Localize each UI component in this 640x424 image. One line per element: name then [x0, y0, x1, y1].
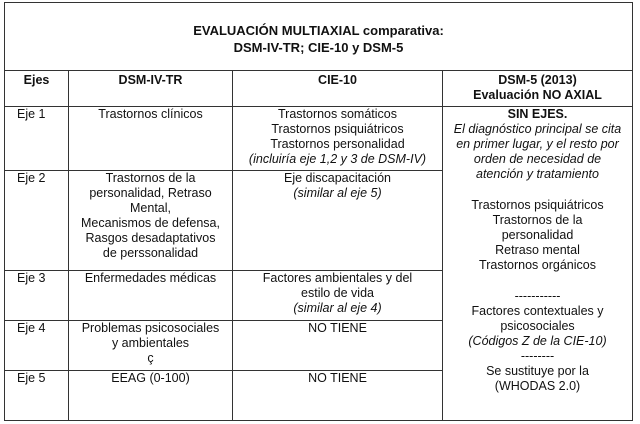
dsm4-line: EEAG (0-100): [111, 371, 190, 385]
dsm4-line: Problemas psicosociales: [81, 321, 220, 335]
dsm4-line: Mecanismos de defensa,: [81, 216, 220, 230]
dsm5-intro-line: atención y tratamiento: [476, 167, 599, 181]
axis-label: Eje 2: [5, 171, 69, 271]
header-dsm-5-line-2: Evaluación NO AXIAL: [473, 88, 602, 102]
axis-label: Eje 1: [5, 107, 69, 171]
dsm4-cell: [69, 271, 233, 321]
dsm4-cell: [69, 321, 233, 371]
dsm4-line: Trastornos de la: [105, 171, 196, 185]
dsm5-list-item: Trastornos de la: [492, 213, 583, 227]
cie10-line: Eje discapacitación: [283, 171, 391, 185]
dsm5-whodas-line: (WHODAS 2.0): [494, 379, 581, 393]
dsm4-line: y ambientales: [111, 336, 190, 350]
dsm4-line: personalidad, Retraso: [89, 186, 212, 200]
dsm5-list-item: Trastornos orgánicos: [479, 258, 596, 272]
cie10-note: (similar al eje 5): [293, 186, 382, 200]
header-dsm-iv-tr: DSM-IV-TR: [69, 71, 233, 107]
cie10-cell: [233, 271, 443, 321]
dsm5-whodas-line: Se sustituye por la: [486, 364, 589, 378]
header-cie-10: CIE-10: [233, 71, 443, 107]
header-dsm-5-line-1: DSM-5 (2013): [498, 73, 577, 87]
cie10-line: estilo de vida: [301, 286, 374, 300]
header-ejes: Ejes: [5, 71, 69, 107]
cie10-cell: [233, 107, 443, 171]
cie10-line: Trastornos somáticos: [277, 107, 398, 121]
dsm4-line: Enfermedades médicas: [84, 271, 217, 285]
axis-label: Eje 5: [5, 371, 69, 421]
comparison-table: [4, 2, 633, 421]
comparison-document: [4, 2, 632, 420]
cie10-line: Factores ambientales y del: [262, 271, 413, 285]
cie10-line: NO TIENE: [308, 371, 367, 385]
dsm5-list-item: Trastornos psiquiátricos: [471, 198, 604, 212]
dsm4-cell: [69, 171, 233, 271]
axis-label: Eje 3: [5, 271, 69, 321]
dsm5-intro-line: en primer lugar, y el resto por: [456, 137, 619, 151]
dsm4-line: Trastornos clínicos: [98, 107, 203, 121]
dsm5-intro-line: El diagnóstico principal se cita: [453, 122, 622, 136]
cie10-line: Trastornos personalidad: [270, 137, 405, 151]
dsm5-separator: --------: [520, 349, 555, 363]
title-line-1: EVALUACIÓN MULTIAXIAL comparativa:: [193, 22, 444, 38]
dsm5-list-item: personalidad: [501, 228, 574, 242]
cie10-note: (similar al eje 4): [293, 301, 382, 315]
header-dsm-5: [443, 71, 633, 107]
dsm4-cell: [69, 107, 233, 171]
dsm4-cell: [69, 371, 233, 421]
dsm5-separator: -----------: [514, 289, 561, 303]
dsm4-line: de perssonalidad: [102, 246, 199, 260]
dsm5-list-item: Retraso mental: [495, 243, 580, 257]
dsm4-line: Rasgos desadaptativos: [85, 231, 216, 245]
cie10-note: (incluiría eje 1,2 y 3 de DSM-IV): [248, 152, 427, 166]
cie10-cell: [233, 371, 443, 421]
title-row: [5, 3, 633, 71]
table-title: [5, 3, 633, 71]
dsm5-intro-line: orden de necesidad de: [473, 152, 602, 166]
cie10-cell: [233, 171, 443, 271]
dsm5-cell: [443, 107, 633, 421]
axis-label: Eje 4: [5, 321, 69, 371]
cie10-line: NO TIENE: [308, 321, 367, 335]
dsm5-factores-line: psicosociales: [500, 319, 575, 333]
title-line-2: DSM-IV-TR; CIE-10 y DSM-5: [233, 39, 404, 55]
cie10-cell: [233, 321, 443, 371]
dsm4-line: ç: [147, 351, 154, 365]
header-row: [5, 71, 633, 107]
dsm5-codigos-z: (Códigos Z de la CIE-10): [468, 334, 607, 348]
cie10-line: Trastornos psiquiátricos: [271, 122, 404, 136]
dsm5-sin-ejes: SIN EJES.: [507, 107, 568, 121]
dsm5-factores-line: Factores contextuales y: [471, 304, 604, 318]
table-row-eje-1: [5, 107, 633, 171]
dsm4-line: Mental,: [130, 201, 171, 215]
